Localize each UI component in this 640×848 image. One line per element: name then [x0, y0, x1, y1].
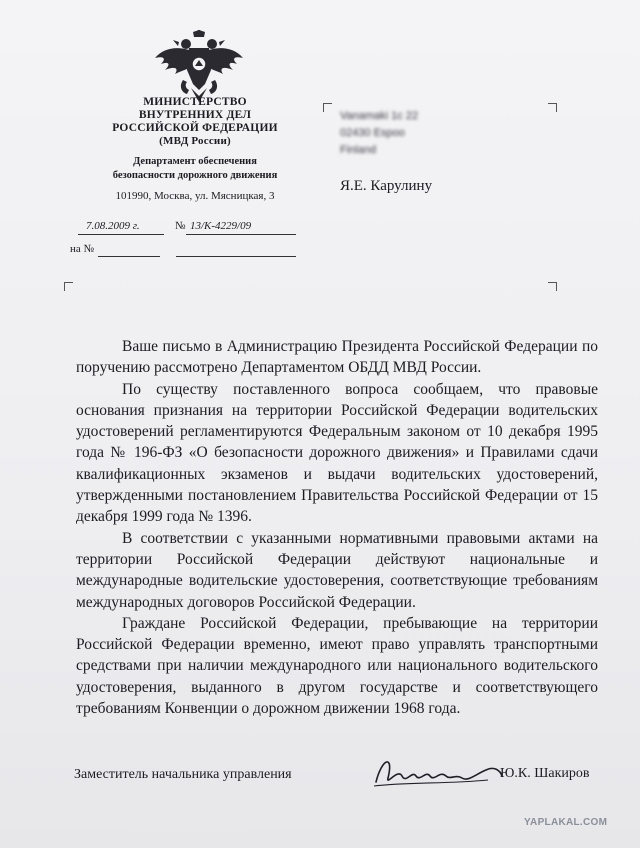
- corner-mark-top-right: [548, 103, 557, 112]
- department-line-1: Департамент обеспечения: [133, 156, 257, 167]
- body-paragraph-2: По существу поставленного вопроса сообщаем, что правовые основания признания на территории Российской Федерации водительских удостоверений регламентируются Федеральным законом от 10 декабря 1995 года № 196-ФЗ «О безопасности дорожного движения» и Правилами сдачи квалификационных экзаменов и выдачи водительских удостоверений, утвержденными постановлением Правительства Российской Федерации от 15 декабря 1999 года № 1396.: [76, 380, 598, 526]
- redacted-address-line-1: Vanamaki 1c 22: [340, 110, 419, 122]
- date-underline: [78, 234, 164, 235]
- ministry-line-1: МИНИСТЕРСТВО: [143, 96, 247, 108]
- reply-underline-1: [98, 256, 160, 257]
- corner-mark-right: [548, 282, 557, 291]
- ministry-address: 101990, Москва, ул. Мясницкая, 3: [115, 190, 275, 202]
- letter-body: [76, 336, 598, 719]
- ministry-line-3: РОССИЙСКОЙ ФЕДЕРАЦИИ: [112, 122, 278, 134]
- site-watermark: YAPLAKAL.COM: [524, 817, 608, 828]
- body-paragraph-1: Ваше письмо в Администрацию Президента Российской Федерации по поручению рассмотрено Департаментом ОБДД МВД России.: [76, 338, 598, 377]
- number-underline: [186, 234, 296, 235]
- ministry-line-2: ВНУТРЕННИХ ДЕЛ: [138, 109, 252, 121]
- letter-date: 7.08.2009 г.: [86, 220, 140, 232]
- reply-underline-2: [176, 256, 296, 257]
- signatory-title: Заместитель начальника управления: [74, 767, 292, 782]
- redacted-address-line-3: Finland: [340, 144, 377, 156]
- recipient-name: Я.Е. Карулину: [340, 178, 433, 194]
- double-headed-eagle-emblem: [153, 30, 245, 104]
- ministry-name-block: [95, 96, 295, 148]
- body-paragraph-3: В соответствии с указанными нормативными правовыми актами на территории Российской Федерации действуют национальные и международные водительские удостоверения, соответствующие требованиям международных договоров Российской Федерации.: [76, 529, 598, 611]
- department-line-2: безопасности дорожного движения: [112, 170, 278, 181]
- ministry-abbreviation: (МВД России): [159, 135, 231, 147]
- corner-mark-left: [64, 282, 73, 291]
- body-paragraph-4: Граждане Российской Федерации, пребывающие на территории Российской Федерации временно, имеют право управлять транспортными средствами при наличии международного или национального водительского удостоверения, выданного в другом государстве и соответствующего требованиям Конвенции о дорожном движении 1968 года.: [76, 614, 598, 718]
- redacted-address-line-2: 02430 Espoo: [340, 127, 405, 139]
- signatory-name: Ю.К. Шакиров: [500, 766, 590, 781]
- number-label: №: [175, 220, 186, 232]
- letter-number: 13/К-4229/09: [190, 220, 252, 232]
- reply-reference-label: на №: [70, 243, 95, 255]
- corner-mark-top-left: [323, 103, 332, 112]
- handwritten-signature: [368, 748, 508, 792]
- department-name-block: [90, 155, 300, 183]
